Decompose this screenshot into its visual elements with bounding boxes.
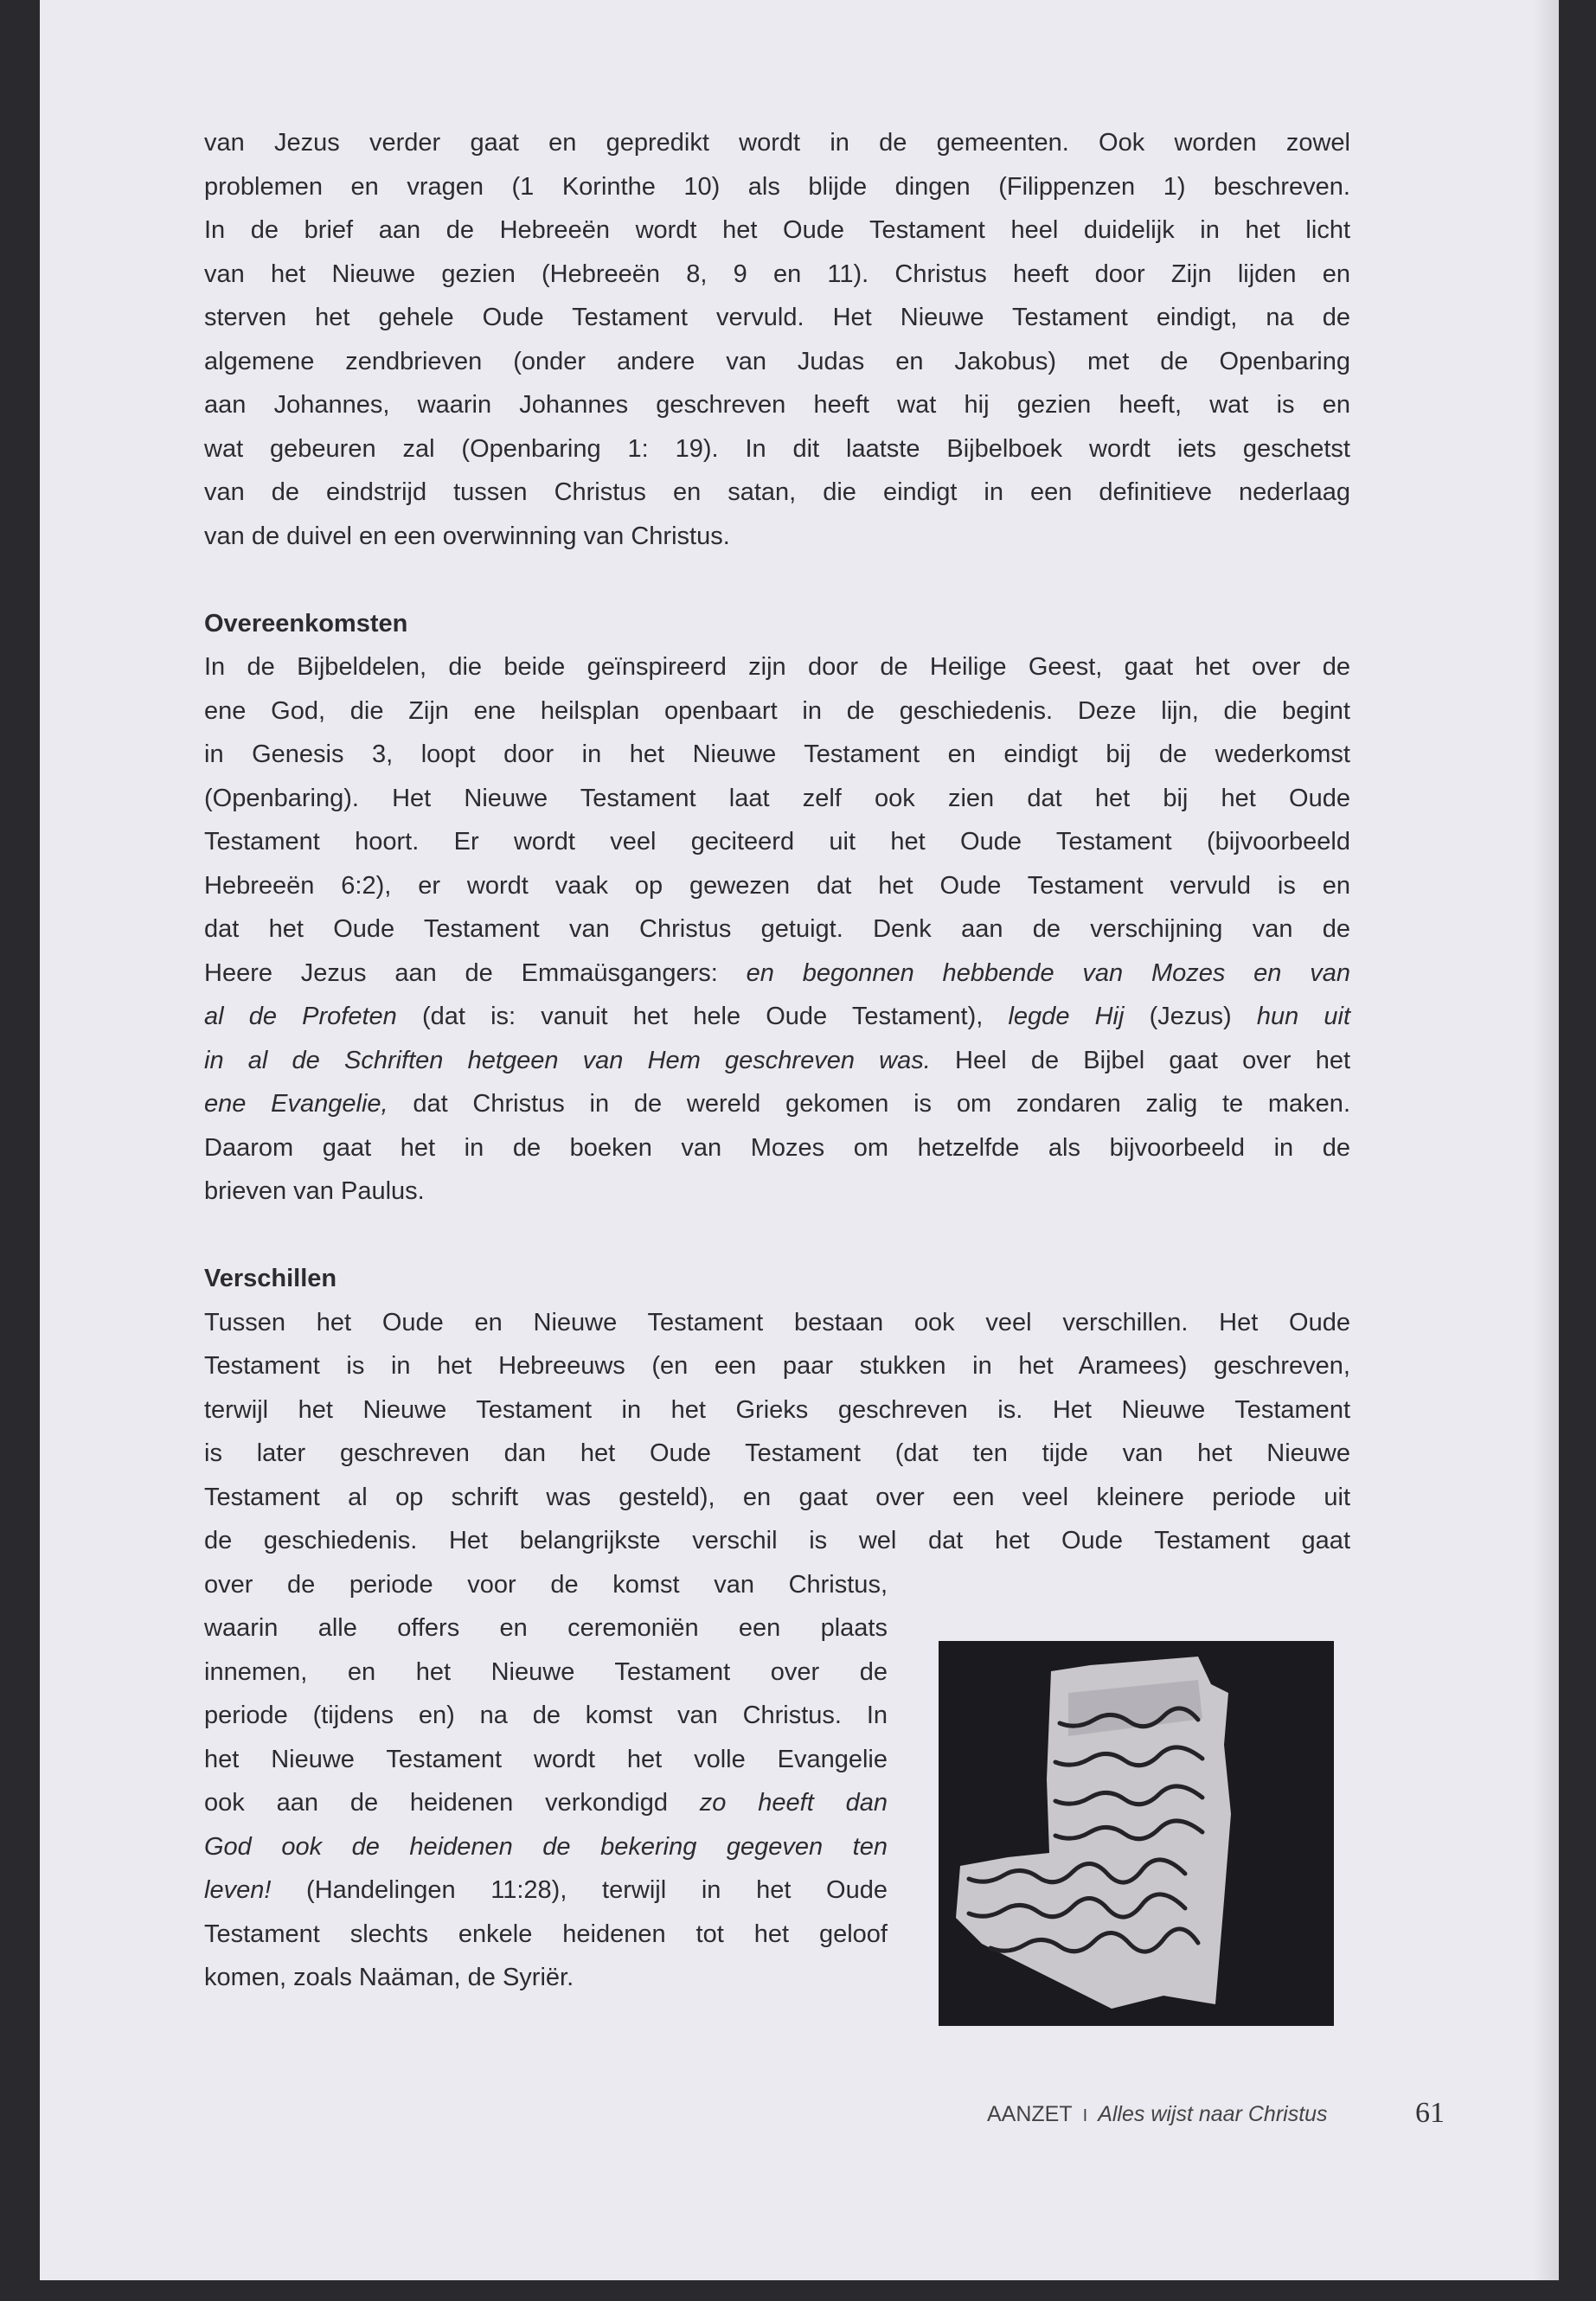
text-span: dat het Oude Testament van Christus getuigt. Denk aan de verschijning van de	[204, 915, 1350, 943]
italic-quote: al de Profeten	[204, 1003, 397, 1030]
text-line	[204, 1913, 888, 1957]
text-span: ook aan de heidenen verkondigd	[204, 1789, 700, 1817]
page-edge-shadow	[1533, 0, 1559, 2280]
footer-title: Alles wijst naar Christus	[1098, 2102, 1328, 2126]
text-line	[204, 1956, 888, 2000]
text-line	[204, 1082, 1350, 1126]
text-line	[204, 1126, 1350, 1170]
text-span: Testament al op schrift was gesteld), en gaat over een veel kleinere periode uit	[204, 1483, 1350, 1511]
text-span: sterven het gehele Oude Testament vervuld. Het Nieuwe Testament eindigt, na de	[204, 304, 1350, 331]
text-span: van het Nieuwe gezien (Hebreeën 8, 9 en 11). Christus heeft door Zijn lijden en	[204, 260, 1350, 288]
text-span: in Genesis 3, loopt door in het Nieuwe Testament en eindigt bij de wederkomst	[204, 740, 1350, 768]
text-line	[204, 1476, 1350, 1520]
text-line	[204, 1738, 888, 1782]
page-number: 61	[1415, 2097, 1445, 2129]
text-line	[204, 1606, 888, 1650]
italic-quote: God ook de heidenen de bekering gegeven ten	[204, 1832, 888, 1861]
text-line	[204, 165, 1350, 209]
text-line	[204, 995, 1350, 1039]
italic-quote: ene Evangelie,	[204, 1090, 388, 1118]
text-line	[204, 689, 1350, 734]
text-span: (Openbaring). Het Nieuwe Testament laat zelf ook zien dat het bij het Oude	[204, 784, 1350, 812]
text-line	[204, 1301, 1350, 1345]
text-line	[204, 1694, 888, 1738]
text-line	[204, 340, 1350, 384]
italic-quote: leven!	[204, 1876, 272, 1904]
scroll-fragment-image	[939, 1641, 1334, 2026]
text-span: komen, zoals Naäman, de Syriër.	[204, 1964, 574, 1991]
italic-quote: legde Hij	[1008, 1003, 1125, 1030]
paragraph-spacer	[204, 1214, 1350, 1258]
text-line	[204, 1868, 888, 1913]
text-span: de geschiedenis. Het belangrijkste verschil is wel dat het Oude Testament gaat	[204, 1527, 1350, 1554]
text-span: (Handelingen 11:28), terwijl in het Oude	[271, 1876, 888, 1904]
text-line	[204, 1039, 1350, 1083]
text-span: brieven van Paulus.	[204, 1177, 425, 1205]
text-span: Testament slechts enkele heidenen tot het geloof	[204, 1920, 888, 1948]
text-span: innemen, en het Nieuwe Testament over de	[204, 1657, 888, 1686]
footer-separator: I	[1082, 2106, 1088, 2125]
text-span: van Jezus verder gaat en gepredikt wordt in de gemeenten. Ook worden zowel	[204, 129, 1350, 157]
text-line	[204, 1170, 1350, 1214]
paragraph-spacer	[204, 558, 1350, 602]
text-span: Heere Jezus aan de Emmaüsgangers:	[204, 958, 747, 987]
text-span: van de duivel en een overwinning van Christus.	[204, 522, 730, 550]
text-span: aan Johannes, waarin Johannes geschreven heeft wat hij gezien heeft, wat is en	[204, 391, 1350, 419]
text-line	[204, 1388, 1350, 1433]
italic-quote: zo heeft dan	[699, 1789, 888, 1817]
text-line	[204, 1519, 1350, 1563]
text-line	[204, 1825, 888, 1869]
text-line	[204, 1650, 888, 1695]
text-line	[204, 1781, 888, 1825]
text-line	[204, 777, 1350, 821]
text-line	[204, 733, 1350, 777]
text-line	[204, 383, 1350, 427]
text-span: Hebreeën 6:2), er wordt vaak op gewezen dat het Oude Testament vervuld is en	[204, 871, 1350, 900]
text-span: In de brief aan de Hebreeën wordt het Oude Testament heel duidelijk in het licht	[204, 216, 1350, 244]
text-line	[204, 952, 1350, 996]
text-span: periode (tijdens en) na de komst van Christus. In	[204, 1702, 888, 1729]
running-footer	[987, 2102, 1328, 2127]
text-span: dat Christus in de wereld gekomen is om zondaren zalig te maken.	[388, 1090, 1350, 1118]
text-span: Tussen het Oude en Nieuwe Testament bestaan ook veel verschillen. Het Oude	[204, 1308, 1350, 1336]
text-line	[204, 253, 1350, 297]
text-span: (dat is: vanuit het hele Oude Testament),	[396, 1003, 1009, 1030]
text-span: is later geschreven dan het Oude Testament (dat ten tijde van het Nieuwe	[204, 1439, 1350, 1467]
text-line	[204, 820, 1350, 864]
text-span: Heel de Bijbel gaat over het	[930, 1046, 1351, 1074]
text-span: Testament is in het Hebreeuws (en een paar stukken in het Aramees) geschreven,	[204, 1352, 1350, 1380]
section-heading: Overeenkomsten	[204, 609, 408, 638]
text-line	[204, 907, 1350, 952]
text-span: (Jezus)	[1124, 1003, 1257, 1030]
text-line	[204, 121, 1350, 165]
text-span: In de Bijbeldelen, die beide geïnspireerd zijn door de Heilige Geest, gaat het over de	[204, 653, 1350, 681]
text-line	[204, 1432, 1350, 1476]
text-span: waarin alle offers en ceremoniën een plaats	[204, 1614, 888, 1642]
italic-quote: in al de Schriften hetgeen van Hem geschreven was.	[204, 1046, 931, 1074]
text-span: algemene zendbrieven (onder andere van Judas en Jakobus) met de Openbaring	[204, 347, 1350, 375]
text-span: over de periode voor de komst van Christus,	[204, 1570, 888, 1599]
text-span: terwijl het Nieuwe Testament in het Grieks geschreven is. Het Nieuwe Testament	[204, 1395, 1350, 1424]
footer-series: AANZET	[987, 2102, 1073, 2126]
text-span: Daarom gaat het in de boeken van Mozes om hetzelfde als bijvoorbeeld in de	[204, 1133, 1350, 1162]
text-line	[204, 471, 1350, 515]
text-line	[204, 1563, 888, 1607]
book-page	[40, 0, 1559, 2280]
text-line	[204, 645, 1350, 689]
text-span: van de eindstrijd tussen Christus en satan, die eindigt in een definitieve nederlaag	[204, 478, 1350, 506]
italic-quote: en begonnen hebbende van Mozes en van	[746, 958, 1350, 987]
text-span: wat gebeuren zal (Openbaring 1: 19). In dit laatste Bijbelboek wordt iets geschetst	[204, 434, 1350, 463]
text-line	[204, 427, 1350, 471]
manuscript-fragment-photo	[939, 1641, 1334, 2026]
text-span: Testament hoort. Er wordt veel geciteerd uit het Oude Testament (bijvoorbeeld	[204, 828, 1350, 856]
text-line	[204, 296, 1350, 340]
text-line	[204, 1344, 1350, 1388]
text-span: ene God, die Zijn ene heilsplan openbaart in de geschiedenis. Deze lijn, die begint	[204, 696, 1350, 725]
text-line	[204, 864, 1350, 908]
text-span: het Nieuwe Testament wordt het volle Evangelie	[204, 1745, 888, 1773]
text-span: problemen en vragen (1 Korinthe 10) als blijde dingen (Filippenzen 1) beschreven.	[204, 172, 1350, 201]
text-line	[204, 515, 1350, 559]
italic-quote: hun uit	[1256, 1003, 1351, 1030]
section-heading: Verschillen	[204, 1265, 337, 1292]
text-line	[204, 208, 1350, 253]
